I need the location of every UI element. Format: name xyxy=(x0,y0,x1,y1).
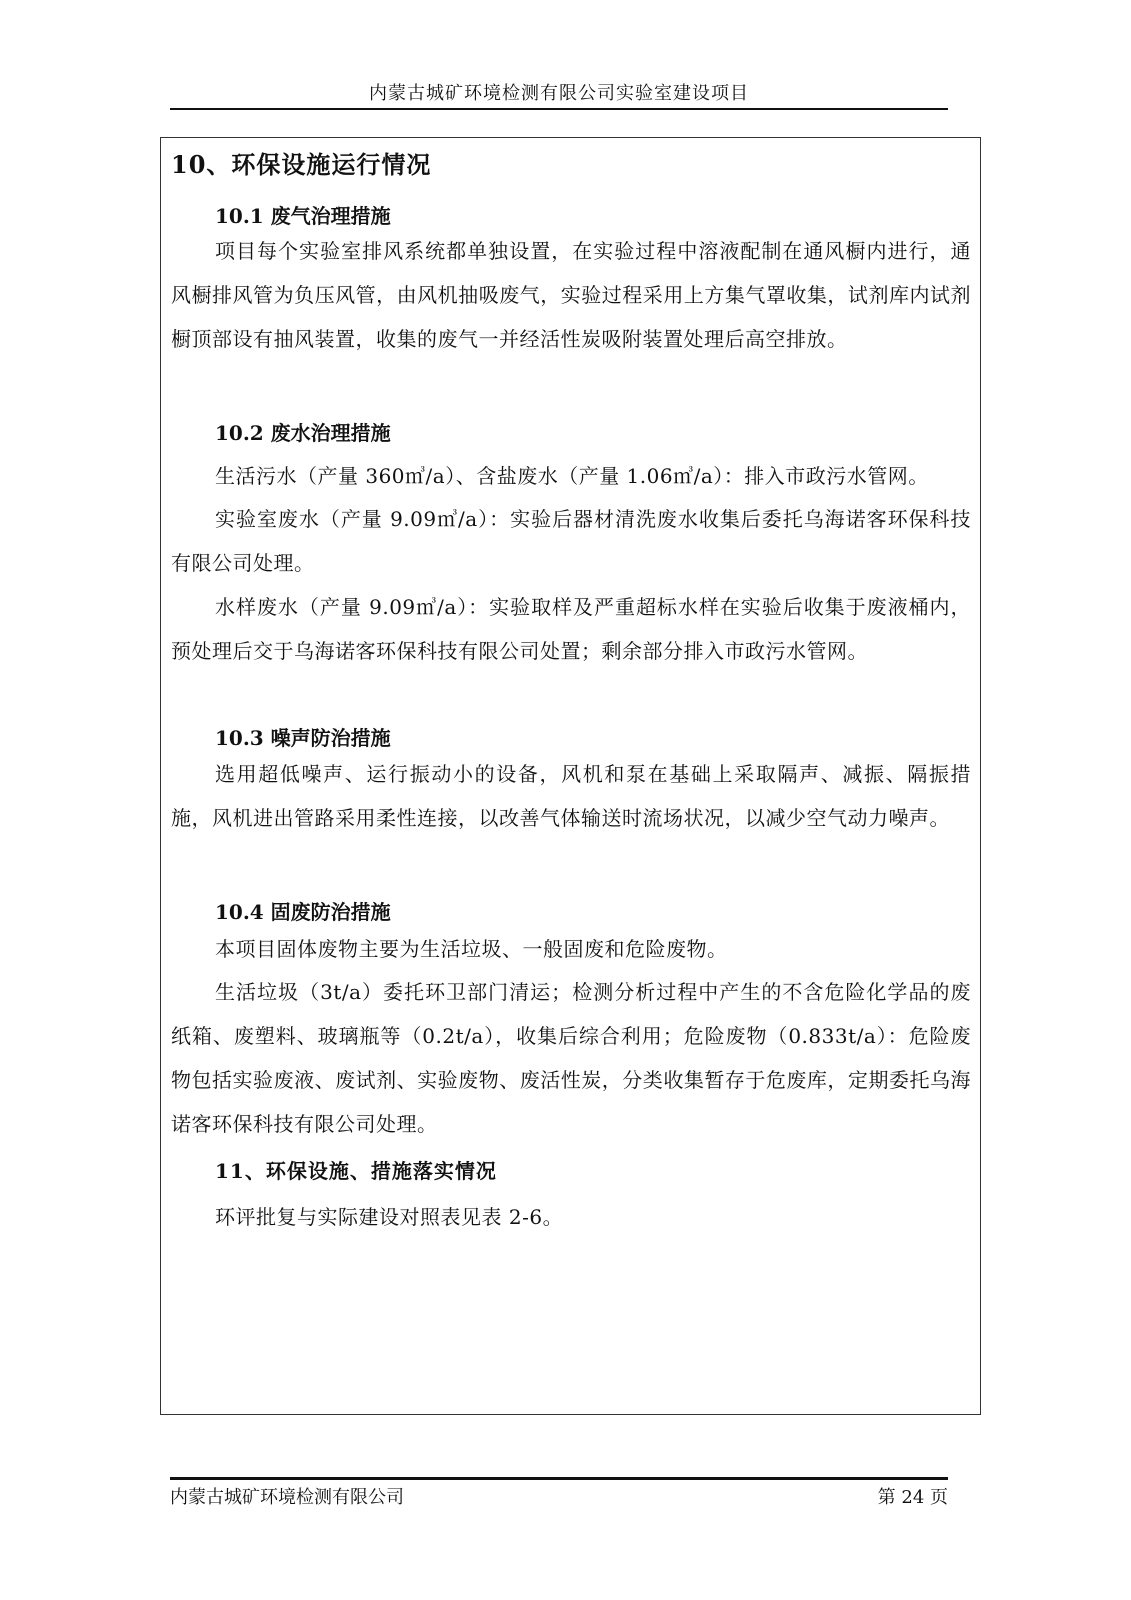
sample-wastewater-paragraph: 水样废水（产量 9.09㎥/a）：实验取样及严重超标水样在实验后收集于废液桶内，预处理后交于乌海诺客环保科技有限公司处置；剩余部分排入市政污水管网。 xyxy=(171,595,971,663)
subsection-10-4-title: 10.4 固废防治措施 xyxy=(215,900,391,924)
footer-page-number: 第 24 页 xyxy=(877,1487,948,1508)
solid-waste-intro-paragraph: 本项目固体废物主要为生活垃圾、一般固废和危险废物。 xyxy=(215,937,728,961)
subsection-10-1-title: 10.1 废气治理措施 xyxy=(215,204,391,228)
section-11-paragraph: 环评批复与实际建设对照表见表 2-6。 xyxy=(215,1205,564,1229)
section-11-title: 11、环保设施、措施落实情况 xyxy=(215,1159,497,1183)
domestic-wastewater-paragraph: 生活污水（产量 360㎥/a）、含盐废水（产量 1.06㎥/a）：排入市政污水管网。 xyxy=(215,464,929,488)
noise-control-paragraph: 选用超低噪声、运行振动小的设备，风机和泵在基础上采取隔声、减振、隔振措施，风机进出管路采用柔性连接，以改善气体输送时流场状况，以减少空气动力噪声。 xyxy=(171,762,971,830)
solid-waste-detail-paragraph: 生活垃圾（3t/a）委托环卫部门清运；检测分析过程中产生的不含危险化学品的废纸箱、废塑料、玻璃瓶等（0.2t/a），收集后综合利用；危险废物（0.833t/a）：危险废物包括实验废液、废试剂、实验废物、废活性炭，分类收集暂存于危废库，定期委托乌海诺客环保科技有限公司处理。 xyxy=(171,980,971,1136)
subsection-10-3-title: 10.3 噪声防治措施 xyxy=(215,726,391,750)
subsection-10-2-title: 10.2 废水治理措施 xyxy=(215,421,391,445)
footer-company-name: 内蒙古城矿环境检测有限公司 xyxy=(170,1487,404,1508)
exhaust-gas-paragraph: 项目每个实验室排风系统都单独设置，在实验过程中溶液配制在通风橱内进行，通风橱排风管为负压风管，由风机抽吸废气，实验过程采用上方集气罩收集，试剂库内试剂橱顶部设有抽风装置，收集的废气一并经活性炭吸附装置处理后高空排放。 xyxy=(171,239,971,351)
page-header-title: 内蒙古城矿环境检测有限公司实验室建设项目 xyxy=(369,83,749,104)
section-10-title: 10、环保设施运行情况 xyxy=(171,150,432,179)
lab-wastewater-paragraph: 实验室废水（产量 9.09㎥/a）：实验后器材清洗废水收集后委托乌海诺客环保科技有限公司处理。 xyxy=(171,507,971,575)
footer-divider xyxy=(170,1477,948,1480)
header-divider xyxy=(170,108,948,110)
